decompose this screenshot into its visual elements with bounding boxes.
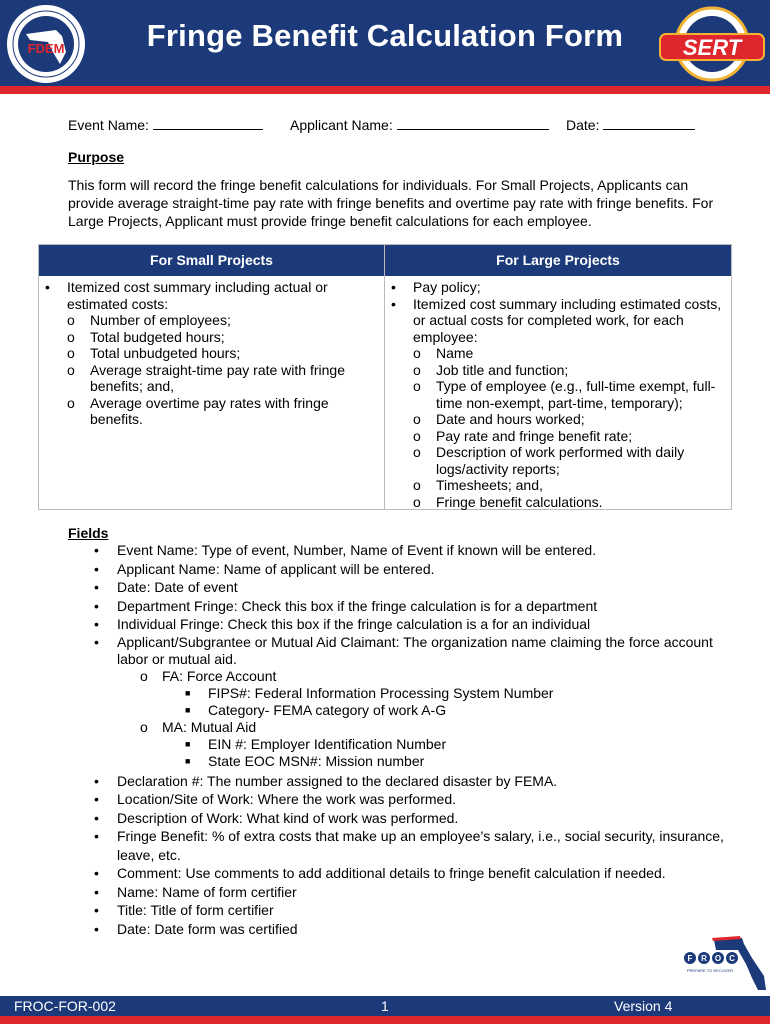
- list-item: • Declaration #: The number assigned to the declared disaster by FEMA.: [94, 772, 558, 789]
- list-item: o Average straight-time pay rate with fringe benefits; and,: [67, 361, 345, 394]
- list-item: • Date: Date of event: [94, 579, 238, 595]
- svg-text:PREPARE TO RECOVER: PREPARE TO RECOVER: [686, 968, 734, 973]
- small-projects-header: For Small Projects: [39, 245, 384, 276]
- list-item: o Date and hours worked;: [413, 411, 585, 427]
- list-item: • Description of Work: What kind of work was performed.: [94, 809, 459, 826]
- list-item: o Number of employees;: [67, 312, 231, 328]
- list-item: ■ State EOC MSN#: Mission number: [185, 752, 425, 769]
- applicant-name-field[interactable]: [290, 116, 549, 133]
- date-field[interactable]: [566, 116, 695, 133]
- projects-table: [38, 244, 732, 510]
- list-item: ■ EIN #: Employer Identification Number: [185, 735, 447, 752]
- event-name-line[interactable]: [153, 116, 263, 130]
- list-item: o Fringe benefit calculations.: [413, 493, 603, 510]
- sert-logo: [656, 4, 768, 84]
- svg-text:C: C: [729, 954, 735, 963]
- svg-text:R: R: [701, 954, 707, 963]
- footer-bar: [0, 996, 770, 1016]
- footer-red-stripe: [0, 1016, 770, 1024]
- large-projects-header: For Large Projects: [385, 245, 731, 276]
- applicant-name-label: Applicant Name:: [290, 117, 393, 133]
- list-item: o Name: [413, 345, 474, 361]
- list-item: • Applicant/Subgrantee or Mutual Aid Claimant: The organization name claiming the force account labor or mutual aid.: [94, 633, 713, 667]
- form-id: FROC-FOR-002: [14, 998, 116, 1014]
- list-item: • Date: Date form was certified: [94, 920, 298, 937]
- applicant-name-line[interactable]: [397, 116, 549, 130]
- list-item: o Type of employee (e.g., full-time exempt, full-time non-exempt, part-time, temporary);: [413, 378, 716, 411]
- fields-list: [68, 541, 728, 938]
- list-item: • Fringe Benefit: % of extra costs that make up an employee’s salary, i.e., social security, insurance, leave, etc.: [94, 828, 724, 863]
- date-label: Date:: [566, 117, 600, 133]
- list-item: o Job title and function;: [413, 361, 569, 378]
- version-label: Version 4: [614, 998, 673, 1014]
- list-item: ■ Category- FEMA category of work A-G: [185, 701, 447, 718]
- list-item: o Total budgeted hours;: [67, 328, 225, 345]
- list-item: • Itemized cost summary including estimated costs, or actual costs for completed work, for each employee:: [391, 295, 722, 345]
- svg-text:FDEM: FDEM: [27, 41, 65, 56]
- list-item: o Average overtime pay rates with fringe benefits.: [67, 394, 329, 427]
- event-name-label: Event Name:: [68, 117, 149, 133]
- list-item: o MA: Mutual Aid: [140, 718, 257, 735]
- purpose-heading: Purpose: [68, 149, 125, 165]
- date-line[interactable]: [603, 116, 695, 130]
- list-item: o Timesheets; and,: [413, 477, 543, 493]
- list-item: ■ FIPS#: Federal Information Processing System Number: [185, 684, 554, 701]
- list-item: • Individual Fringe: Check this box if the fringe calculation is a for an individual: [94, 616, 591, 632]
- list-item: o Description of work performed with daily logs/activity reports;: [413, 444, 685, 477]
- purpose-text: This form will record the fringe benefit calculations for individuals. For Small Projects, Applicants can provide average straight-time pay rate with fringe benefits and overtime pay rate with fringe benefits. For Large Projects, Applicant must provide fringe benefit calculations for each employee.: [68, 177, 714, 229]
- event-name-field[interactable]: [68, 116, 263, 133]
- large-projects-column: [385, 279, 725, 510]
- list-item: • Applicant Name: Name of applicant will be entered.: [94, 560, 435, 577]
- list-item: • Pay policy;: [391, 279, 481, 295]
- list-item: • Department Fringe: Check this box if the fringe calculation is for a department: [94, 597, 598, 614]
- list-item: • Event Name: Type of event, Number, Name of Event if known will be entered.: [94, 542, 597, 558]
- page-title: Fringe Benefit Calculation Form: [146, 18, 624, 53]
- list-item: o Total unbudgeted hours;: [67, 345, 241, 361]
- header-red-stripe: [0, 86, 770, 94]
- list-item: o FA: Force Account: [140, 667, 277, 684]
- svg-text:SERT: SERT: [682, 35, 742, 60]
- svg-text:F: F: [687, 954, 693, 963]
- fields-heading: Fields: [68, 525, 109, 541]
- froc-logo: [680, 936, 770, 994]
- sub-list: [39, 312, 349, 428]
- list-item: o Pay rate and fringe benefit rate;: [413, 427, 633, 444]
- sub-list: [385, 345, 725, 510]
- page-number: 1: [381, 998, 389, 1014]
- small-projects-column: [39, 279, 349, 428]
- list-item: • Title: Title of form certifier: [94, 902, 274, 918]
- svg-text:O: O: [714, 954, 722, 963]
- list-item: • Name: Name of form certifier: [94, 883, 297, 900]
- list-item: • Comment: Use comments to add additional details to fringe benefit calculation if needed.: [94, 865, 666, 881]
- list-item: • Itemized cost summary including actual or estimated costs:: [45, 279, 328, 312]
- list-item: • Location/Site of Work: Where the work was performed.: [94, 791, 456, 807]
